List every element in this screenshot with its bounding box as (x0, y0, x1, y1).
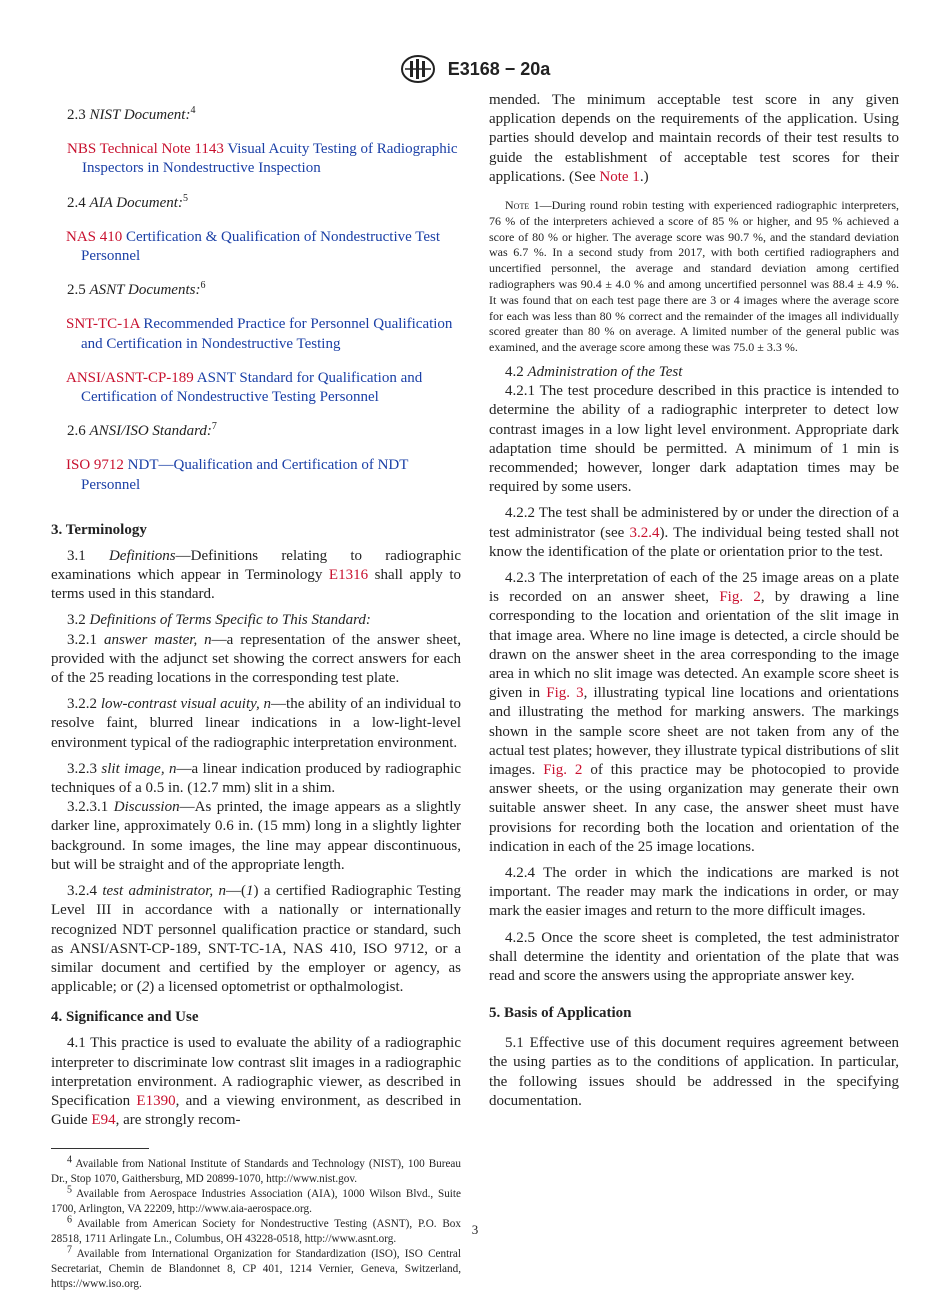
standard-designation: E3168 − 20a (447, 58, 551, 79)
footnote-4: $^4$ Available from National Institute of Standards and Technology (NIST), 100 Bureau Dr., Stop 1070, Gaithersburg, MD 20899-1070, http://www.nist.gov. (51, 1154, 461, 1186)
para-3-2-2: 3.2.2 low-contrast visual acuity, n—the ability of an individual to resolve faint, blurred linear indications in a low-light-level environment typical of the radiographic interpretation environment. (51, 696, 461, 751)
para-3-2-3-1: 3.2.3.1 Discussion—As printed, the image appears as a slightly darker line, approximately 0.6 in. (15 mm) long in a slightly lighter background. In some images, the line may appear discontinuous, but will be straight and of the appropriate length. (51, 799, 461, 873)
page-number: 3 (471, 1222, 479, 1237)
astm-logo-icon (400, 54, 436, 84)
ref-iso-9712[interactable]: ISO 9712 NDT—Qualification and Certification of NDT Personnel (66, 457, 409, 493)
ref-ansi-asnt-cp-189[interactable]: ANSI/ASNT-CP-189 ASNT Standard for Qualification and Certification of Nondestructive Testing Personnel (66, 369, 423, 406)
section-2-6-heading: 2.6 ANSI/ISO Standard:$^7$ (67, 421, 217, 440)
footnote-7: $^7$ Available from International Organization for Standardization (ISO), ISO Central Secretariat, Chemin de Blandonnet 8, CP 401, 1214 Vernier, Geneva, Switzerland, https://www.iso.org. (51, 1244, 461, 1291)
para-4-1-continued: mended. The minimum acceptable test score in any given application depends on the requirements of the application. Using parties should develop and maintain records of their test results to guide the establishment of acceptable test scores for their applications. (See Note 1.) (489, 92, 899, 185)
link-fig-2-second[interactable]: Fig. 2 (543, 762, 583, 779)
para-3-2-1: 3.2.1 answer master, n—a representation of the answer sheet, provided with the adjunct set showing the correct answers for each of the 25 reading locations in the corresponding test plate. (51, 631, 461, 687)
para-4-2-4: 4.2.4 The order in which the indications are marked is not important. The reader may mark the indications in order, or may mark the easier images and return to the more difficult images. (489, 865, 899, 920)
right-column (489, 91, 899, 1111)
para-3-1: 3.1 Definitions—Definitions relating to radiographic examinations which appear in Terminology E1316 shall apply to terms used in this standard. (51, 547, 462, 603)
para-4-2-5: 4.2.5 Once the score sheet is completed, the test administrator shall determine the identity and orientation of the plate that was read and score the answers using the appropriate answer key. (489, 929, 899, 985)
para-4-2-3: 4.2.3 The interpretation of each of the 25 image areas on a plate is recorded on an answer sheet, Fig. 2, by drawing a line corresponding to the location and orientation of the slit image in that image area. Where no line image is detected, a circle should be drawn on the answer sheet in the area corresponding to the image area in which no slit image was detected. An example score sheet is given in Fig. 3, illustrating typical line locations and orientations and illustrating the method for marking answers. The markings shown in the sample score sheet are not taken from any of the actual test plates; however, they illustrate typical distributions of slit images. Fig. 2 of this practice may be photocopied to provide answer sheets, or the using organization may generate their own suitable answer sheet. In any case, the answer sheet must have provisions for recording both the location and orientation of the indication in each of the 25 image locations. (489, 570, 900, 855)
left-column (51, 91, 461, 1292)
footnote-divider (51, 1148, 149, 1149)
para-3-2: 3.2 Definitions of Terms Specific to This Standard: (67, 612, 371, 629)
para-4-2-1: 4.2.1 The test procedure described in this practice is intended to determine the ability of a radiographic interpreter to detect low contrast images in a low light level environment. Appropriate dark adaptation time should be permitted. A minimum of 1 min is recommended; however, longer dark adaptation times may be required by some users. (489, 383, 899, 496)
ref-snt-tc-1a[interactable]: SNT-TC-1A Recommended Practice for Personnel Qualification and Certification in Nondestructive Testing (66, 316, 453, 352)
section-2-4-heading: 2.4 AIA Document:$^5$ (67, 192, 188, 211)
section-4-heading: 4. Significance and Use (51, 1009, 199, 1026)
para-3-2-3: 3.2.3 slit image, n—a linear indication produced by radiographic techniques of a 0.5 in. (12.7 mm) slit in a shim. (51, 760, 462, 797)
link-e94[interactable]: E94 (91, 1112, 116, 1129)
section-3-heading: 3. Terminology (51, 521, 147, 538)
page-header (0, 54, 950, 84)
note-1: Note 1—During round robin testing with experienced radiographic interpreters, 76 % of the interpreters achieved a score of 85 % or higher, and 95 % achieved a score of 80 % or higher. The average score was 90.7 %, and the standard deviation was 6.7 %. In a second study from 2017, with both certified radiographers and uncertified personnel, the average and standard deviation among certified radiographers was 90.4 ± 4.0 % and among uncertified personnel was 88.4 ± 4.9 %. It was found that on each test page there are 3 or 4 images where the average score for each was less than 80 % correct and the remainder of the images all individually scored greater than 80 % on average. A limited number of the general public was examined, and the average score among these was 75.0 ± 3.3 %. (489, 198, 899, 355)
para-4-2-2: 4.2.2 The test shall be administered by or under the direction of a test administrator (see 3.2.4). The individual being tested shall not know the identification of the plate or orientation prior to the test. (489, 505, 900, 560)
para-3-2-4: 3.2.4 test administrator, n—(1) a certified Radiographic Testing Level III in accordance with a nationally or internationally recognized NDT personnel qualification practice or standard, such as ANSI/ASNT-CP-189, SNT-TC-1A, NAS 410, ISO 9712, or a similar document and certified by the employer or agency, as applicable; or (2) a licensed optometrist or opthalmologist. (51, 883, 462, 996)
link-note-1[interactable]: Note 1 (599, 168, 640, 185)
link-fig-3[interactable]: Fig. 3 (546, 685, 584, 702)
section-2-5-heading: 2.5 ASNT Documents:$^6$ (67, 280, 206, 299)
section-5-heading: 5. Basis of Application (489, 1005, 632, 1022)
para-5-1: 5.1 Effective use of this document requires agreement between the using parties as to the conditions of application. In particular, the following issues should be addressed in the specifying documentation. (489, 1035, 899, 1109)
para-4-2: 4.2 Administration of the Test (505, 363, 683, 380)
ref-nas-410[interactable]: NAS 410 Certification & Qualification of Nondestructive Test Personnel (66, 228, 441, 265)
link-e1316[interactable]: E1316 (328, 567, 369, 584)
link-e1390[interactable]: E1390 (136, 1092, 176, 1109)
link-fig-2[interactable]: Fig. 2 (719, 589, 761, 606)
section-2-3-heading: 2.3 NIST Document:$^4$ (67, 105, 196, 123)
footnote-6: $^6$ Available from American Society for Nondestructive Testing (ASNT), P.O. Box 28518, 1711 Arlingate Ln., Columbus, OH 43228-0518, http://www.asnt.org. (51, 1214, 461, 1246)
link-3-2-4[interactable]: 3.2.4 (629, 524, 660, 541)
footnote-5: $^5$ Available from Aerospace Industries Association (AIA), 1000 Wilson Blvd., Suite 1700, Arlington, VA 22209, http://www.aia-aerospace.org. (51, 1184, 461, 1216)
ref-nbs-1143[interactable]: NBS Technical Note 1143 Visual Acuity Testing of Radiographic Inspectors in Nondestructive Inspection (67, 141, 458, 177)
para-4-1: 4.1 This practice is used to evaluate the ability of a radiographic interpreter to discriminate low contrast slit images in a radiographic interpretation environment. A radiographic viewer, as described in Specification E1390, and a viewing environment, as described in Guide E94, are strongly recom- (51, 1035, 461, 1129)
